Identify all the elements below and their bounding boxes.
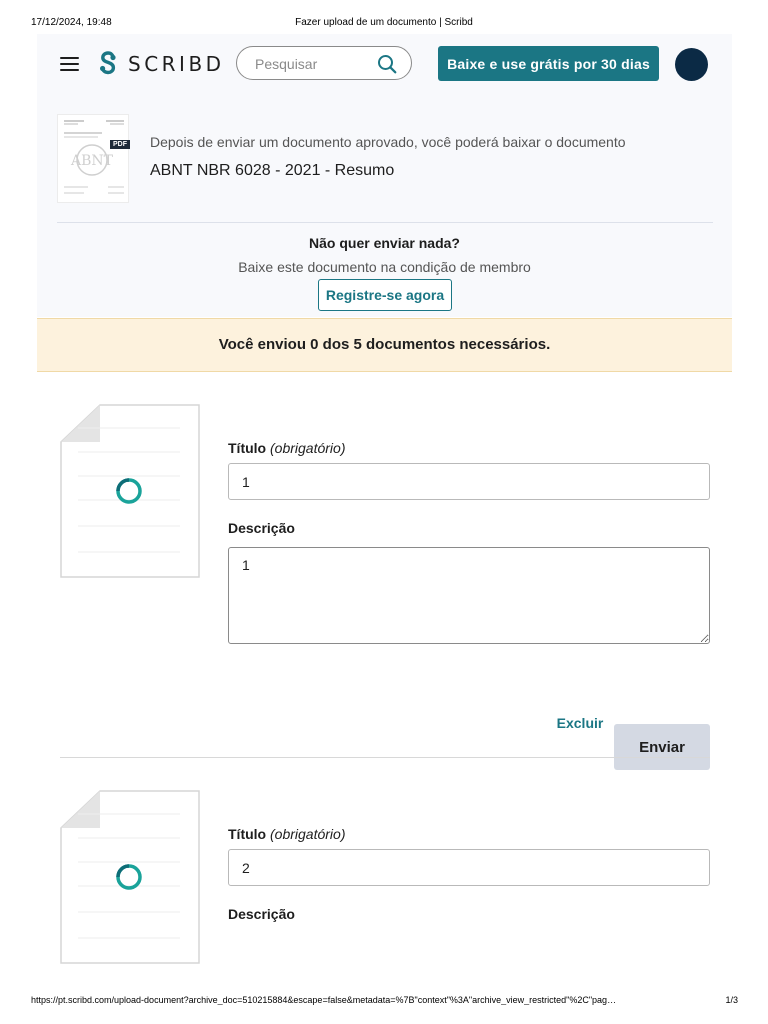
top-navigation-bar [37,34,732,94]
hamburger-menu-icon[interactable] [60,57,79,71]
send-button[interactable]: Enviar [614,724,710,770]
title-label [228,440,345,456]
document-page-icon [60,790,200,964]
description-label: Descrição [228,520,295,536]
search-box[interactable] [236,46,412,80]
upload-count-notice: Você enviou 0 dos 5 documentos necessários. [37,318,732,372]
scribd-logo-icon [97,51,119,77]
upload-form-2 [37,790,732,994]
print-date: 17/12/2024, 19:48 [31,17,112,28]
document-thumbnail [57,114,129,203]
print-footer [0,995,768,1009]
search-input[interactable] [253,54,367,74]
print-header [0,17,768,31]
print-page-title: Fazer upload de um documento | Scribd [295,17,473,28]
pdf-badge: PDF [110,140,130,149]
promo-divider [57,222,713,223]
promo-question: Não quer enviar nada? [309,235,460,251]
promo-message: Depois de enviar um documento aprovado, você poderá baixar o documento [150,134,626,150]
document-page-icon [60,404,200,578]
title-label [228,826,345,842]
print-url: https://pt.scribd.com/upload-document?archive_doc=510215884&escape=false&metadata=%7B"context"%3A"archive_view_restricted"%2C"pag… [31,995,617,1005]
title-required-hint: (obrigatório) [270,826,346,842]
title-required-hint: (obrigatório) [270,440,346,456]
print-page-number: 1/3 [725,995,738,1005]
search-icon[interactable] [377,54,397,74]
user-avatar[interactable] [675,48,708,81]
upload-separator [60,757,710,758]
scribd-logo[interactable] [97,51,225,77]
title-label-text: Título [228,440,267,456]
title-label-text: Título [228,826,267,842]
upload-form-1 [37,404,732,764]
title-input[interactable] [228,849,710,886]
register-button[interactable]: Registre-se agora [318,279,452,311]
abnt-document-preview-icon [58,115,130,204]
scribd-upload-page [37,34,732,994]
scribd-wordmark: SCRIBD [128,52,225,76]
description-textarea[interactable] [228,547,710,644]
title-input[interactable] [228,463,710,500]
download-promo-panel [37,94,732,317]
description-label: Descrição [228,906,295,922]
document-name: ABNT NBR 6028 - 2021 - Resumo [150,162,395,179]
promo-subtitle: Baixe este documento na condição de membro [238,259,531,275]
free-trial-button[interactable]: Baixe e use grátis por 30 dias [438,46,659,81]
delete-button[interactable]: Excluir [543,700,617,746]
svg-text:ABNT: ABNT [71,153,113,169]
